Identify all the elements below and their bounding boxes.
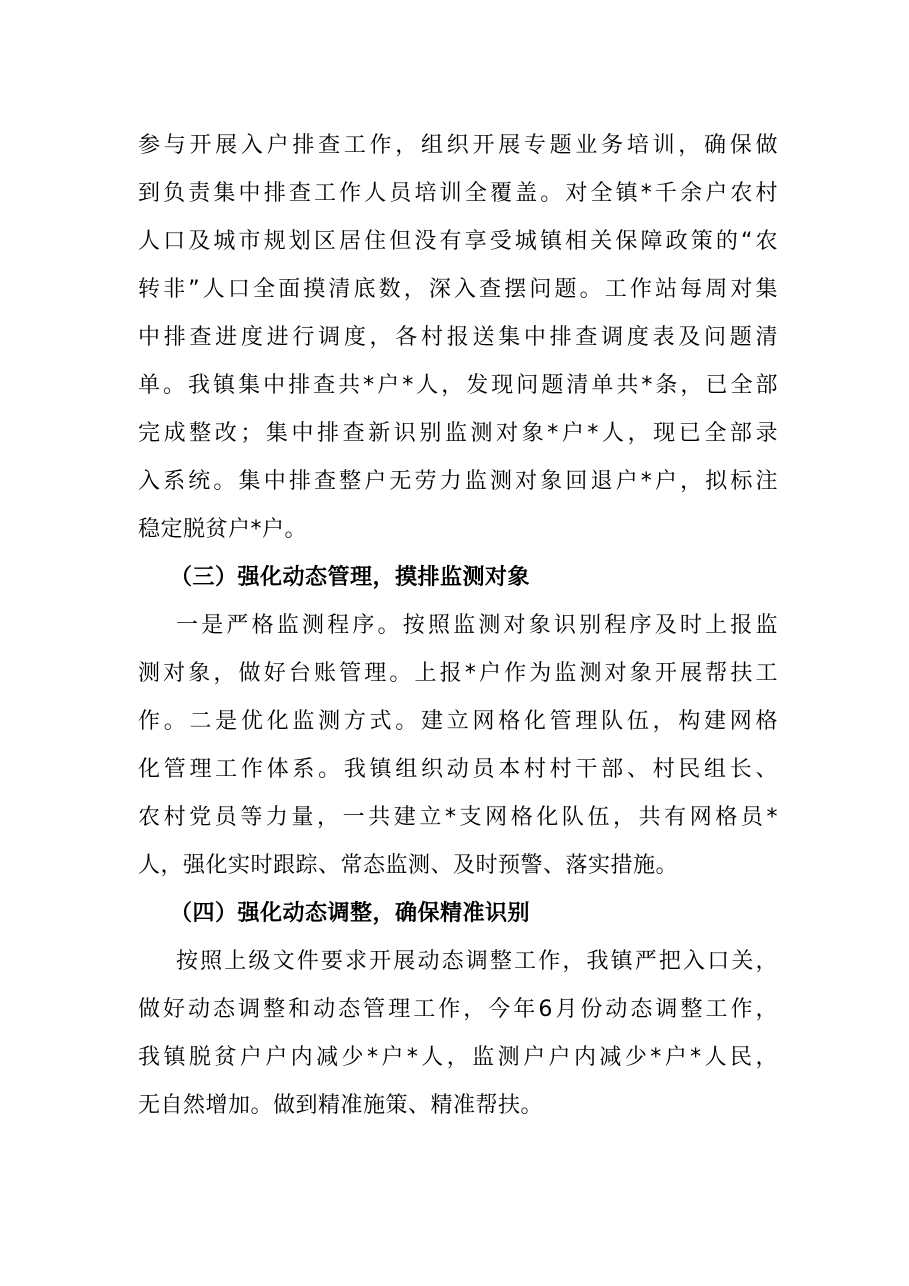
paragraph-2	[138, 602, 778, 890]
text-line: 中排查进度进行调度，各村报送集中排查调度表及问题清	[138, 325, 778, 350]
text-line: 入系统。集中排查整户无劳力监测对象回退户*户，拟标注	[138, 469, 778, 494]
text-line: 参与开展入户排查工作，组织开展专题业务培训，确保做	[138, 133, 778, 158]
paragraph-1	[138, 122, 778, 554]
text-line: 人，强化实时跟踪、常态监测、及时预警、落实措施。	[138, 853, 679, 878]
text-line: 按照上级文件要求开展动态调整工作，我镇严把入口关，	[176, 949, 778, 974]
text-line: 单。我镇集中排查共*户*人，发现问题清单共*条，已全部	[138, 373, 778, 398]
section-heading-3: （三）强化动态管理，摸排监测对象	[170, 565, 531, 590]
text-line: 做好动态调整和动态管理工作，今年6月份动态调整工作，	[138, 997, 778, 1022]
text-line: 稳定脱贫户*户。	[138, 517, 308, 542]
text-line: 一是严格监测程序。按照监测对象识别程序及时上报监	[176, 613, 778, 638]
text-line: 作。二是优化监测方式。建立网格化管理队伍，构建网格	[138, 709, 778, 734]
document-body	[138, 122, 778, 1130]
text-line: 人口及城市规划区居住但没有享受城镇相关保障政策的“农	[138, 229, 778, 254]
text-line: 完成整改；集中排查新识别监测对象*户*人，现已全部录	[138, 421, 778, 446]
text-line: 无自然增加。做到精准施策、精准帮扶。	[138, 1093, 544, 1118]
text-line: 农村党员等力量，一共建立*支网格化队伍，共有网格员*	[138, 805, 778, 830]
paragraph-3	[138, 938, 778, 1130]
section-heading-4: （四）强化动态调整，确保精准识别	[170, 901, 531, 926]
text-line: 化管理工作体系。我镇组织动员本村村干部、村民组长、	[138, 757, 778, 782]
text-line: 到负责集中排查工作人员培训全覆盖。对全镇*千余户农村	[138, 181, 778, 206]
text-line: 测对象，做好台账管理。上报*户作为监测对象开展帮扶工	[138, 661, 778, 686]
text-line: 转非”人口全面摸清底数，深入查摆问题。工作站每周对集	[138, 277, 778, 302]
text-line: 我镇脱贫户户内减少*户*人，监测户户内减少*户*人民，	[138, 1045, 778, 1070]
